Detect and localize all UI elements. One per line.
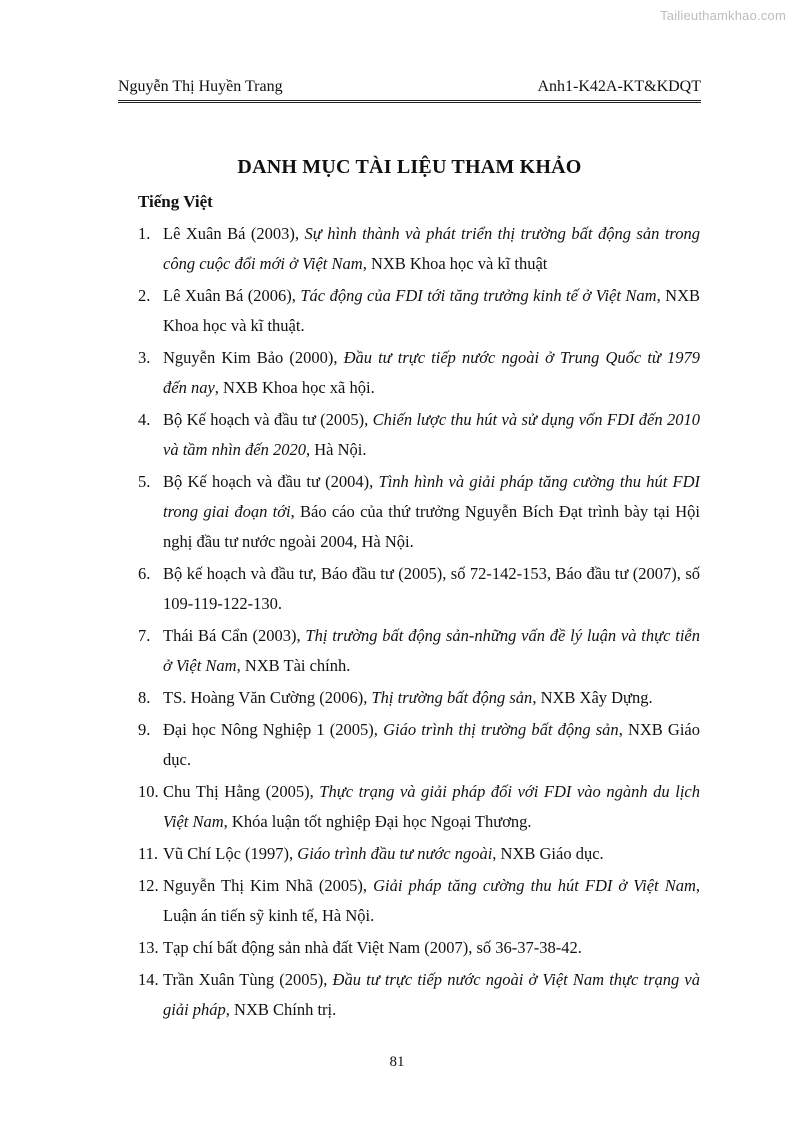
reference-publisher: , Khóa luận tốt nghiệp Đại học Ngoại Thương. [223, 812, 532, 831]
reference-publisher: , NXB Chính trị. [225, 1000, 337, 1019]
reference-author: Bộ kế hoạch và đầu tư, Báo đầu tư (2005), số 72-142-153, Báo đầu tư (2007), số 109-119-122-130. [163, 564, 700, 613]
section-heading: Tiếng Việt [138, 192, 213, 211]
reference-title: Thị trường bất động sản [371, 688, 533, 707]
reference-author: Chu Thị Hằng (2005), [163, 782, 320, 801]
reference-title: Đầu tư trực tiếp nước ngoài ở Trung Quốc từ 1979 đến nay [163, 348, 700, 397]
reference-publisher: , NXB Xây Dựng. [532, 688, 653, 707]
reference-number: 5. [138, 472, 151, 491]
reference-number: 8. [138, 688, 151, 707]
reference-author: Tạp chí bất động sản nhà đất Việt Nam (2007), số 36-37-38-42. [163, 938, 582, 957]
reference-item [138, 343, 700, 403]
reference-title: Giáo trình thị trường bất động sản [383, 720, 619, 739]
reference-item [138, 559, 700, 619]
reference-item [138, 965, 700, 1025]
reference-publisher: , NXB Khoa học và kĩ thuật [362, 254, 548, 273]
reference-number: 11. [138, 844, 159, 863]
reference-author: Bộ Kế hoạch và đầu tư (2005), [163, 410, 373, 429]
reference-publisher: , NXB Khoa học xã hội. [214, 378, 375, 397]
reference-item [138, 281, 700, 341]
reference-author: Trần Xuân Tùng (2005), [163, 970, 333, 989]
reference-publisher: , NXB Khoa học và kĩ thuật. [163, 286, 700, 335]
reference-item [138, 405, 700, 465]
reference-title: Tình hình và giải pháp tăng cường thu hút FDI trong giai đoạn tới [163, 472, 700, 521]
reference-number: 1. [138, 224, 151, 243]
running-header [118, 78, 701, 103]
reference-number: 9. [138, 720, 151, 739]
header-author: Nguyễn Thị Huyền Trang [118, 78, 283, 95]
reference-list [138, 219, 700, 1027]
header-class-code: Anh1-K42A-KT&KDQT [537, 78, 701, 95]
reference-number: 10. [138, 782, 159, 801]
reference-item [138, 467, 700, 557]
page-number: 81 [389, 1054, 405, 1070]
reference-author: Bộ Kế hoạch và đầu tư (2004), [163, 472, 379, 491]
reference-title: Giáo trình đầu tư nước ngoài [297, 844, 493, 863]
reference-item [138, 219, 700, 279]
reference-author: Lê Xuân Bá (2006), [163, 286, 301, 305]
reference-number: 7. [138, 626, 151, 645]
reference-item [138, 871, 700, 931]
reference-author: Lê Xuân Bá (2003), [163, 224, 305, 243]
reference-number: 4. [138, 410, 151, 429]
reference-number: 3. [138, 348, 151, 367]
reference-publisher: , Báo cáo của thứ trưởng Nguyễn Bích Đạt trình bày tại Hội nghị đầu tư nước ngoài 2004, Hà Nội. [163, 502, 700, 551]
page-title: DANH MỤC TÀI LIỆU THAM KHẢO [237, 156, 582, 178]
reference-publisher: , Hà Nội. [305, 440, 367, 459]
reference-title: Giải pháp tăng cường thu hút FDI ở Việt Nam [373, 876, 696, 895]
reference-item [138, 683, 700, 713]
reference-number: 6. [138, 564, 151, 583]
reference-title: Tác động của FDI tới tăng trưởng kinh tế ở Việt Nam [300, 286, 657, 305]
watermark-text: Tailieuthamkhao.com [660, 8, 786, 23]
reference-title: Sự hình thành và phát triển thị trường bất động sản trong công cuộc đổi mới ở Việt Nam [163, 224, 700, 273]
reference-title: Thị trường bất động sản-những vấn đề lý luận và thực tiễn ở Việt Nam [163, 626, 700, 675]
reference-item [138, 621, 700, 681]
reference-publisher: , Luận án tiến sỹ kinh tế, Hà Nội. [163, 876, 700, 925]
reference-author: TS. Hoàng Văn Cường (2006), [163, 688, 372, 707]
reference-number: 2. [138, 286, 151, 305]
reference-author: Vũ Chí Lộc (1997), [163, 844, 298, 863]
reference-author: Nguyễn Thị Kim Nhã (2005), [163, 876, 374, 895]
reference-item [138, 933, 700, 963]
reference-item [138, 839, 700, 869]
reference-number: 14. [138, 970, 159, 989]
reference-author: Đại học Nông Nghiệp 1 (2005), [163, 720, 384, 739]
reference-item [138, 715, 700, 775]
reference-title: Thực trạng và giải pháp đối với FDI vào ngành du lịch Việt Nam [163, 782, 700, 831]
reference-author: Nguyễn Kim Bảo (2000), [163, 348, 344, 367]
reference-item [138, 777, 700, 837]
reference-number: 12. [138, 876, 159, 895]
reference-publisher: , NXB Tài chính. [236, 656, 351, 675]
reference-number: 13. [138, 938, 159, 957]
reference-author: Thái Bá Cẩn (2003), [163, 626, 306, 645]
reference-publisher: , NXB Giáo dục. [163, 720, 700, 769]
reference-title: Chiến lược thu hút và sử dụng vốn FDI đến 2010 và tầm nhìn đến 2020 [163, 410, 700, 459]
reference-title: Đầu tư trực tiếp nước ngoài ở Việt Nam thực trạng và giải pháp [163, 970, 701, 1019]
reference-publisher: , NXB Giáo dục. [492, 844, 604, 863]
